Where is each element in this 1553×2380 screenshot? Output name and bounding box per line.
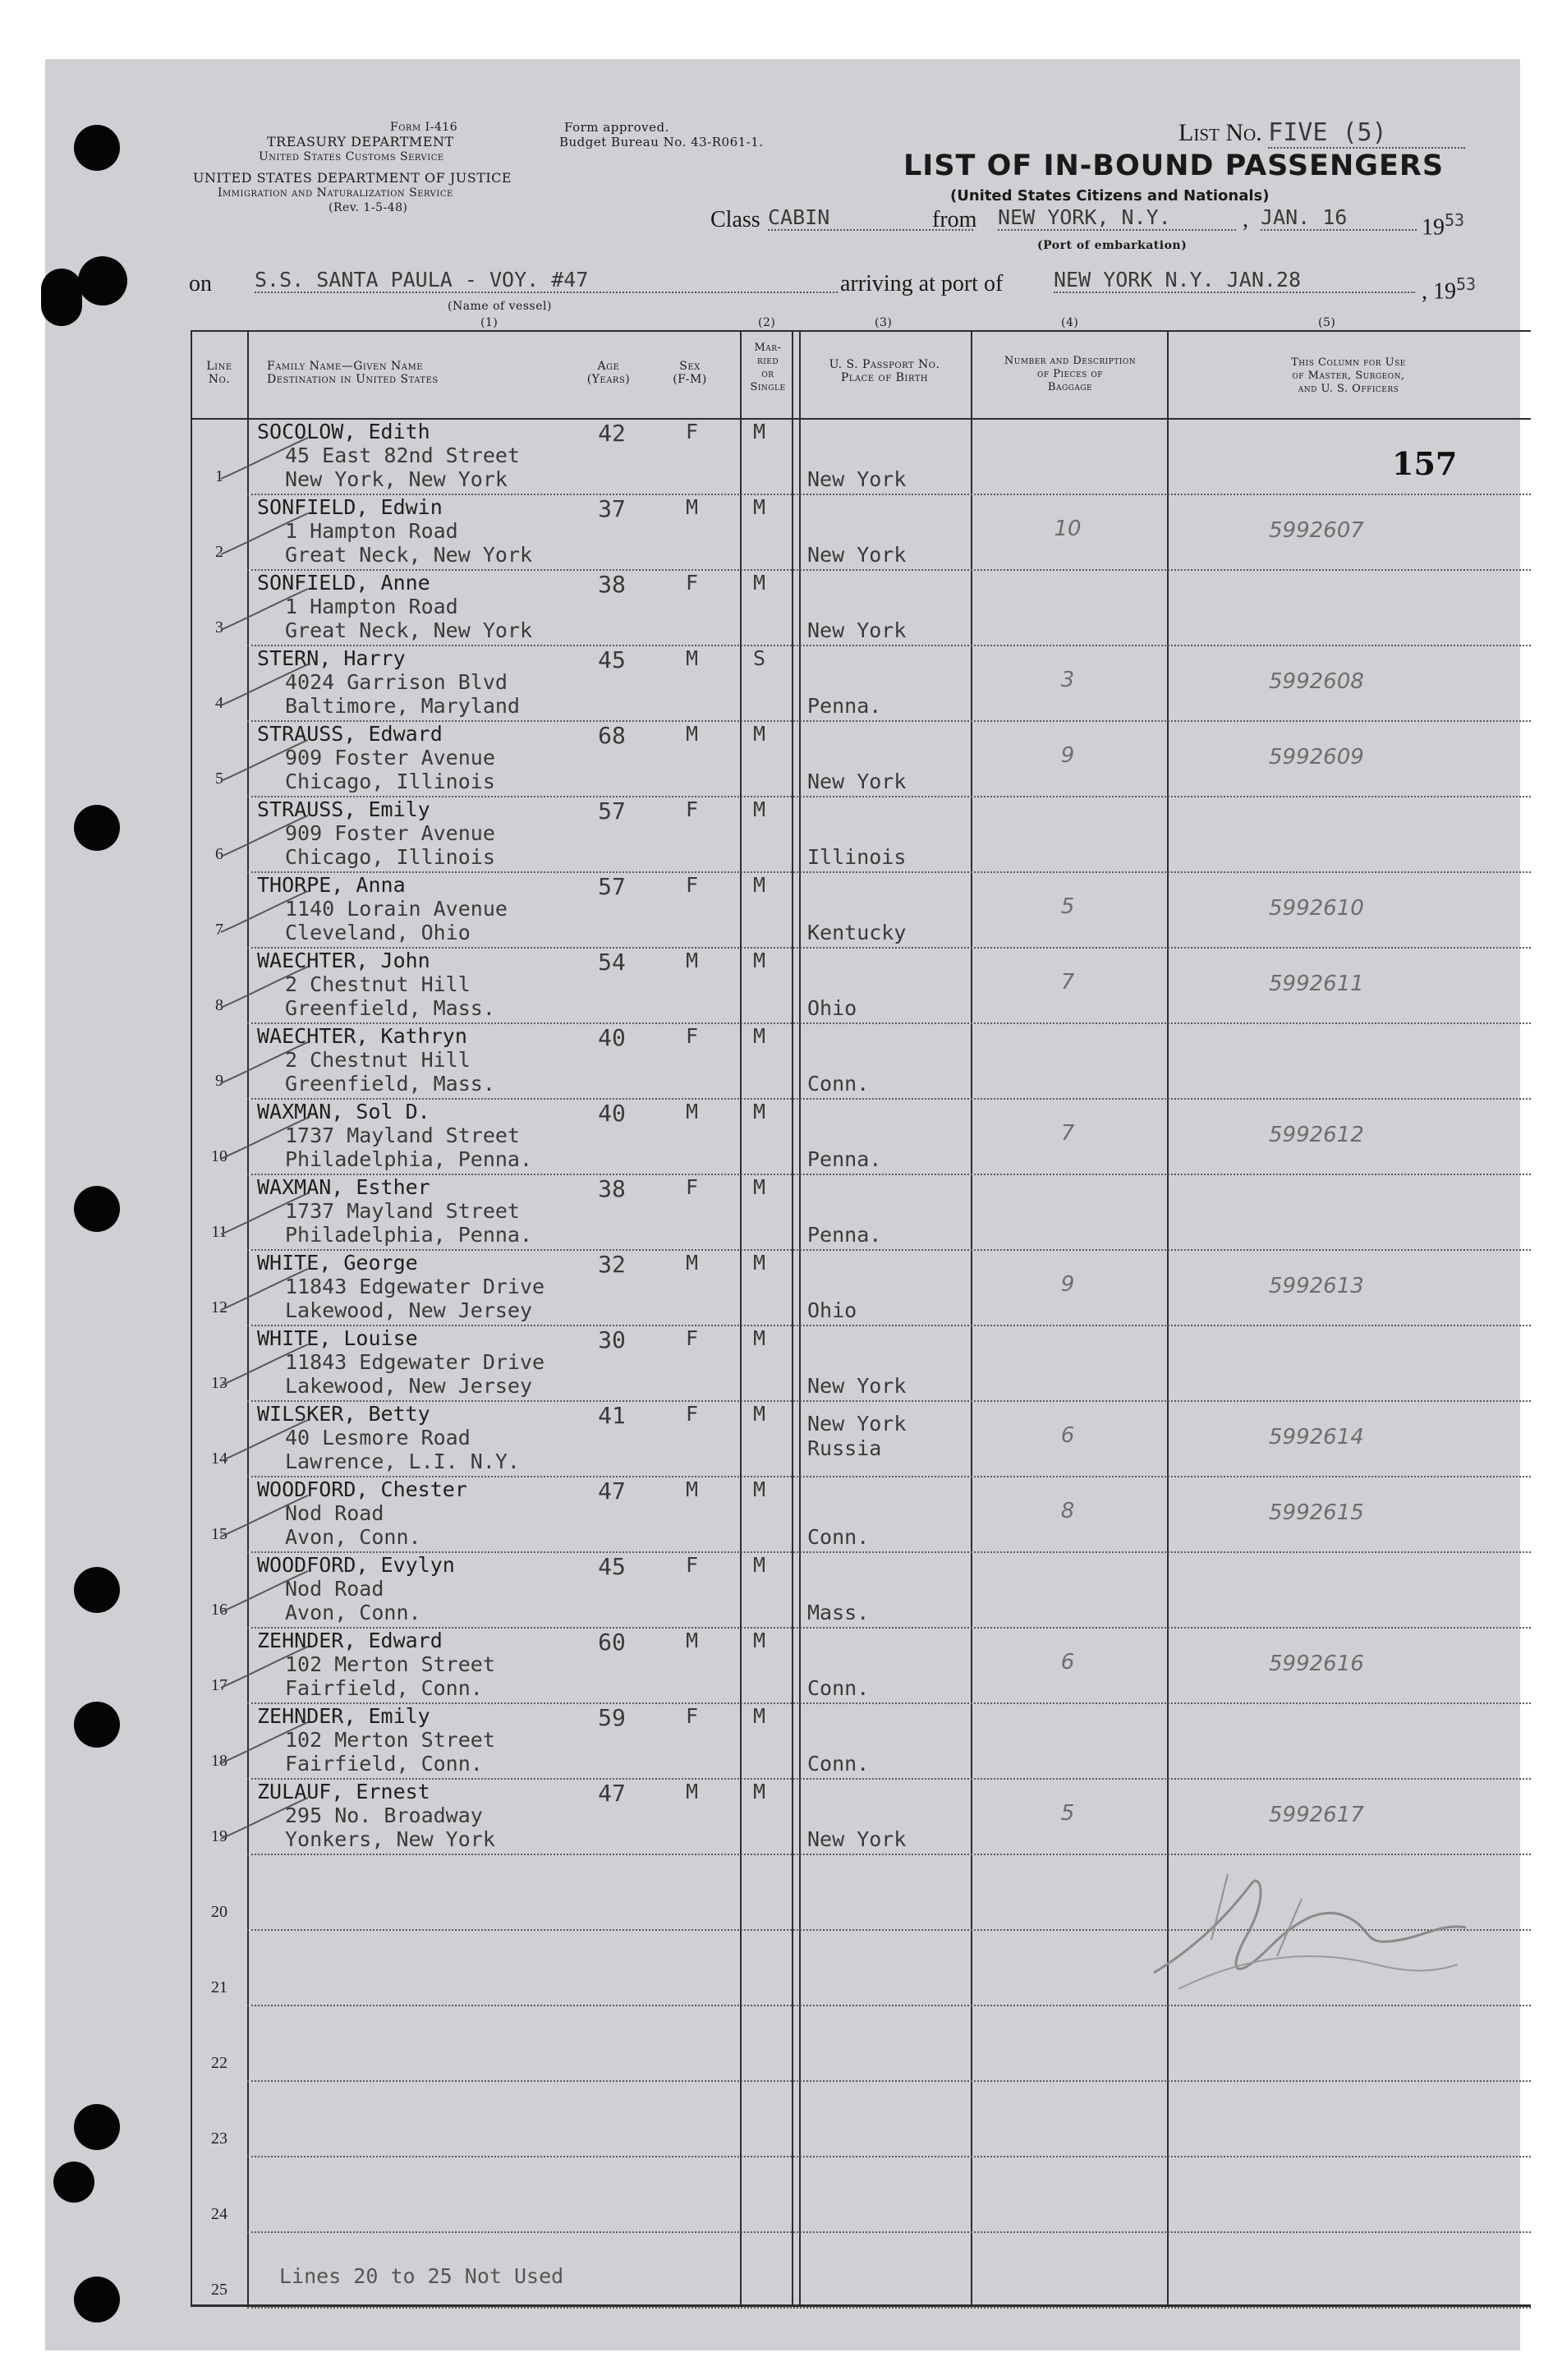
row-divider (247, 947, 1531, 949)
line-number: 15 (211, 1525, 227, 1543)
address-line-2: Lawrence, L.I. N.Y. (285, 1450, 520, 1473)
baggage-tag: 5992610 (1269, 896, 1364, 921)
passenger-name: SOCOLOW, Edith (257, 420, 430, 443)
passenger-name: WILSKER, Betty (257, 1402, 430, 1426)
hdr-officers: This Column for Use of Master, Surgeon, and U. S. Officers (1291, 356, 1406, 395)
line-number: 22 (211, 2054, 227, 2072)
punch-hole (41, 269, 82, 326)
marital-status: M (753, 420, 766, 443)
age: 42 (598, 420, 626, 447)
address-line-1: 102 Merton Street (285, 1728, 495, 1752)
marital-status: M (753, 1175, 766, 1199)
marital-status: M (753, 571, 766, 595)
hdr-age: Age (Years) (586, 360, 631, 386)
marital-status: M (753, 1704, 766, 1728)
marital-status: M (753, 722, 766, 746)
marital-status: M (753, 1477, 766, 1501)
place-of-birth: Conn. (807, 1525, 870, 1549)
line-number: 16 (211, 1601, 227, 1619)
age: 40 (598, 1100, 626, 1127)
on-label: on (189, 271, 212, 296)
baggage-tag: 5992609 (1269, 745, 1364, 770)
punch-hole (74, 125, 120, 171)
baggage-count: 5 (1060, 894, 1075, 919)
passenger-name: ZEHNDER, Edward (257, 1629, 443, 1652)
form-title: LIST OF IN-BOUND PASSENGERS (903, 149, 1445, 182)
sex: M (686, 1780, 699, 1803)
sex: M (686, 949, 699, 972)
sex: M (686, 1477, 699, 1501)
passenger-name: SONFIELD, Edwin (257, 495, 443, 519)
age: 45 (598, 646, 626, 673)
passenger-name: WOODFORD, Chester (257, 1477, 467, 1501)
address-line-1: 2 Chestnut Hill (285, 1048, 471, 1072)
row-divider (247, 2080, 1531, 2082)
address-line-2: Avon, Conn. (285, 1601, 421, 1624)
baggage-count: 10 (1054, 517, 1082, 541)
place-of-birth: Kentucky (807, 921, 907, 944)
address-line-1: 1 Hampton Road (285, 519, 458, 543)
address-line-2: Chicago, Illinois (285, 770, 495, 793)
punch-hole (53, 2162, 94, 2203)
age: 68 (598, 722, 626, 749)
address-line-2: Greenfield, Mass. (285, 1072, 495, 1096)
age: 38 (598, 571, 626, 598)
place-of-birth: Conn. (807, 1072, 870, 1096)
marital-status: M (753, 873, 766, 897)
address-line-2: Yonkers, New York (285, 1827, 495, 1851)
check-mark (218, 1642, 316, 1691)
line-number: 3 (215, 618, 223, 636)
sex: M (686, 722, 699, 746)
baggage-tag: 5992615 (1269, 1500, 1364, 1525)
budget-bureau: Budget Bureau No. 43-R061-1. (559, 135, 764, 149)
line-number: 24 (211, 2205, 227, 2223)
row-divider (247, 2307, 1531, 2309)
sex: F (686, 1402, 699, 1426)
line-number: 20 (211, 1903, 227, 1921)
baggage-tag: 5992617 (1269, 1803, 1364, 1827)
age: 60 (598, 1629, 626, 1656)
sex: F (686, 873, 699, 897)
age: 37 (598, 495, 626, 522)
address-line-1: 40 Lesmore Road (285, 1426, 471, 1450)
address-line-2: Cleveland, Ohio (285, 921, 471, 944)
row-divider (247, 645, 1531, 646)
hdr-baggage: Number and Description of Pieces of Baggage (1004, 355, 1137, 393)
passenger-name: WAECHTER, John (257, 949, 430, 972)
passenger-name: WHITE, Louise (257, 1326, 418, 1350)
check-mark (218, 1793, 316, 1842)
baggage-tag: 5992613 (1269, 1274, 1364, 1298)
sex: F (686, 1024, 699, 1048)
marital-status: M (753, 1100, 766, 1123)
row-divider (247, 1400, 1531, 1402)
class-value: CABIN (768, 205, 973, 231)
sex: M (686, 646, 699, 670)
age: 32 (598, 1251, 626, 1278)
place-of-birth: New York (807, 543, 907, 567)
vessel-caption: (Name of vessel) (448, 300, 552, 313)
baggage-count: 3 (1060, 668, 1075, 692)
place-of-birth: New York (807, 770, 907, 793)
age: 47 (598, 1477, 626, 1505)
check-mark (218, 1188, 316, 1238)
passenger-name: STERN, Harry (257, 646, 406, 670)
marital-status: M (753, 1780, 766, 1803)
passenger-name: THORPE, Anna (257, 873, 406, 897)
hdr-line-no: Line No. (206, 360, 232, 386)
revision: (Rev. 1-5-48) (329, 201, 408, 214)
baggage-count: 9 (1060, 1272, 1075, 1297)
page-number: 157 (1392, 445, 1458, 482)
address-line-2: Great Neck, New York (285, 543, 533, 567)
port-caption: (Port of embarkation) (1037, 239, 1188, 252)
check-mark (218, 659, 316, 709)
place-of-birth: Illinois (807, 845, 907, 869)
punch-hole (74, 1186, 120, 1232)
line-number: 19 (211, 1827, 227, 1845)
hdr-name: Family Name—Given Name Destination in United States (267, 360, 439, 386)
sex: M (686, 1100, 699, 1123)
row-divider (247, 1702, 1531, 1704)
row-divider (247, 1249, 1531, 1251)
from-year: $19^{53}$ (1422, 210, 1465, 241)
age: 54 (598, 949, 626, 976)
place-of-birth: Conn. (807, 1676, 870, 1700)
punch-hole (74, 1702, 120, 1748)
row-divider (247, 1098, 1531, 1100)
list-number: List No. FIVE (5) (1179, 118, 1465, 149)
sex: M (686, 495, 699, 519)
place-of-birth: New York (807, 467, 907, 491)
immigration-service: Immigration and Naturalization Service (218, 186, 453, 200)
line-number: 13 (211, 1374, 227, 1392)
line-number: 4 (215, 694, 223, 712)
sex: F (686, 1326, 699, 1350)
passenger-name: STRAUSS, Emily (257, 797, 430, 821)
place-of-birth: Penna. (807, 1147, 882, 1171)
age: 45 (598, 1553, 626, 1580)
baggage-count: 6 (1060, 1423, 1075, 1448)
line-number: 14 (211, 1450, 227, 1468)
age: 41 (598, 1402, 626, 1429)
sex: F (686, 571, 699, 595)
form-approved: Form approved. (564, 120, 669, 135)
place-of-birth: Penna. (807, 694, 882, 718)
officer-signature (1129, 1849, 1491, 2022)
address-line-1: 11843 Edgewater Drive (285, 1275, 545, 1298)
class-label: Class (710, 207, 760, 232)
address-line-2: Baltimore, Maryland (285, 694, 520, 718)
row-divider (247, 2231, 1531, 2233)
check-mark (218, 1037, 316, 1087)
place-of-birth: Mass. (807, 1601, 870, 1624)
address-line-1: 4024 Garrison Blvd (285, 670, 508, 694)
passenger-name: WAECHTER, Kathryn (257, 1024, 467, 1048)
row-divider (247, 569, 1531, 571)
marital-status: M (753, 797, 766, 821)
check-mark (218, 508, 316, 558)
punch-hole (74, 2104, 120, 2150)
check-mark (218, 1491, 316, 1540)
line-number: 11 (211, 1223, 227, 1241)
address-line-2: Lakewood, New Jersey (285, 1374, 533, 1398)
sex: F (686, 1553, 699, 1577)
place-of-birth: Penna. (807, 1223, 882, 1247)
line-number: 6 (215, 845, 223, 863)
age: 30 (598, 1326, 626, 1353)
col-rule-e (799, 330, 801, 2304)
line-number: 17 (211, 1676, 227, 1694)
sex: F (686, 1704, 699, 1728)
justice-dept: UNITED STATES DEPARTMENT OF JUSTICE (193, 170, 512, 186)
address-line-1: Nod Road (285, 1501, 384, 1525)
check-mark (218, 962, 316, 1011)
passenger-name: WAXMAN, Sol D. (257, 1100, 430, 1123)
row-divider (247, 796, 1531, 797)
baggage-count: 5 (1060, 1801, 1075, 1826)
col-rule-f (971, 330, 972, 2304)
address-line-2: Chicago, Illinois (285, 845, 495, 869)
place-of-birth: New York (807, 1374, 907, 1398)
address-line-1: 1140 Lorain Avenue (285, 897, 508, 921)
arrival-port: NEW YORK N.Y. JAN.28 (1054, 268, 1415, 293)
check-mark (218, 1717, 316, 1767)
address-line-1: 909 Foster Avenue (285, 746, 495, 770)
age: 38 (598, 1175, 626, 1202)
check-mark (218, 735, 316, 784)
row-divider (247, 2156, 1531, 2157)
age: 59 (598, 1704, 626, 1731)
passenger-name: STRAUSS, Edward (257, 722, 443, 746)
baggage-tag: 5992611 (1269, 972, 1364, 996)
address-line-1: 2 Chestnut Hill (285, 972, 471, 996)
age: 40 (598, 1024, 626, 1051)
col-num-4: (4) (1061, 316, 1079, 329)
vessel-name: S.S. SANTA PAULA - VOY. #47 (255, 268, 838, 293)
col-rule-c (740, 330, 742, 2304)
manifest-sheet (45, 59, 1520, 2350)
row-divider (247, 1778, 1531, 1780)
baggage-count: 8 (1060, 1499, 1075, 1523)
baggage-tag: 5992614 (1269, 1425, 1364, 1450)
passenger-name: WAXMAN, Esther (257, 1175, 430, 1199)
place-of-birth: Ohio (807, 996, 857, 1020)
address-line-1: 295 No. Broadway (285, 1803, 483, 1827)
punch-hole (74, 2277, 120, 2323)
from-date: JAN. 16 (1261, 205, 1417, 231)
marital-status: M (753, 949, 766, 972)
line-number: 25 (211, 2281, 227, 2299)
line-number: 8 (215, 996, 223, 1014)
check-mark (218, 1264, 316, 1313)
baggage-count: 7 (1060, 970, 1075, 995)
baggage-count: 6 (1060, 1650, 1075, 1675)
row-divider (247, 1325, 1531, 1326)
check-mark (218, 1415, 316, 1464)
line-number: 21 (211, 1978, 227, 1996)
address-line-1: 45 East 82nd Street (285, 443, 520, 467)
check-mark (218, 433, 316, 482)
check-mark (218, 584, 316, 633)
row-divider (247, 1174, 1531, 1175)
check-mark (218, 811, 316, 860)
col-rule-d (792, 330, 793, 2304)
baggage-count: 7 (1060, 1121, 1075, 1146)
hdr-sex: Sex (F-M) (673, 360, 707, 386)
address-line-2: Philadelphia, Penna. (285, 1223, 533, 1247)
customs-service: United States Customs Service (259, 150, 444, 163)
baggage-tag: 5992607 (1269, 518, 1364, 543)
from-port: NEW YORK, N.Y. (998, 205, 1236, 231)
address-line-2: Lakewood, New Jersey (285, 1298, 533, 1322)
check-mark (218, 1339, 316, 1389)
passenger-name: SONFIELD, Anne (257, 571, 430, 595)
marital-status: S (753, 646, 766, 670)
address-line-1: 102 Merton Street (285, 1652, 495, 1676)
address-line-1: Nod Road (285, 1577, 384, 1601)
sex: F (686, 797, 699, 821)
sex: F (686, 420, 699, 443)
punch-hole (78, 256, 127, 306)
place-of-birth-2: Russia (807, 1436, 882, 1460)
check-mark (218, 1566, 316, 1615)
arriving-label: arriving at port of (840, 271, 1004, 296)
col-num-5: (5) (1318, 316, 1336, 329)
line-number: 5 (215, 770, 223, 788)
baggage-tag: 5992608 (1269, 669, 1364, 694)
address-line-1: 1 Hampton Road (285, 595, 458, 618)
address-line-2: Avon, Conn. (285, 1525, 421, 1549)
passenger-name: WHITE, George (257, 1251, 418, 1275)
passenger-name: ZEHNDER, Emily (257, 1704, 430, 1728)
sex: M (686, 1629, 699, 1652)
baggage-tag: 5992616 (1269, 1652, 1364, 1676)
table-top-rule (191, 330, 1531, 332)
form-subtitle: (United States Citizens and Nationals) (950, 187, 1270, 204)
from-label: from (932, 207, 977, 232)
col-num-3: (3) (875, 316, 893, 329)
line-number: 7 (215, 921, 223, 939)
age: 57 (598, 797, 626, 825)
passenger-name: WOODFORD, Evylyn (257, 1553, 455, 1577)
arrival-year: , $19^{53}$ (1422, 274, 1477, 305)
col-num-1: (1) (480, 316, 499, 329)
line-number: 23 (211, 2130, 227, 2148)
address-line-2: Fairfield, Conn. (285, 1676, 483, 1700)
line-number: 18 (211, 1752, 227, 1770)
sex: M (686, 1251, 699, 1275)
line-number: 2 (215, 543, 223, 561)
address-line-1: 1737 Mayland Street (285, 1123, 520, 1147)
treasury-dept: TREASURY DEPARTMENT (267, 134, 454, 149)
hdr-married: Mar- ried or Single (750, 342, 786, 393)
address-line-1: 1737 Mayland Street (285, 1199, 520, 1223)
marital-status: M (753, 1629, 766, 1652)
address-line-2: Fairfield, Conn. (285, 1752, 483, 1776)
address-line-2: New York, New York (285, 467, 508, 491)
form-number: Form I-416 (390, 121, 458, 134)
place-of-birth: New York (807, 618, 907, 642)
comma-1: , (1243, 207, 1248, 232)
col-rule-a (191, 330, 192, 2304)
age: 57 (598, 873, 626, 900)
passenger-name: ZULAUF, Ernest (257, 1780, 430, 1803)
address-line-2: Great Neck, New York (285, 618, 533, 642)
address-line-2: Philadelphia, Penna. (285, 1147, 533, 1171)
punch-hole (74, 805, 120, 851)
hdr-passport: U. S. Passport No. Place of Birth (829, 358, 940, 384)
place-of-birth: New York (807, 1827, 907, 1851)
row-divider (247, 871, 1531, 873)
line-number: 9 (215, 1072, 223, 1090)
address-line-2: Greenfield, Mass. (285, 996, 495, 1020)
unused-lines-note: Lines 20 to 25 Not Used (279, 2264, 564, 2288)
line-number: 10 (211, 1147, 227, 1165)
marital-status: M (753, 1553, 766, 1577)
marital-status: M (753, 1251, 766, 1275)
baggage-count: 9 (1060, 743, 1075, 768)
line-number: 1 (215, 467, 223, 485)
check-mark (218, 1113, 316, 1162)
place-of-birth: Conn. (807, 1752, 870, 1776)
check-mark (218, 886, 316, 935)
marital-status: M (753, 1024, 766, 1048)
place-of-birth: Ohio (807, 1298, 857, 1322)
place-of-birth: New York (807, 1412, 907, 1436)
line-number: 12 (211, 1298, 227, 1316)
sex: F (686, 1175, 699, 1199)
marital-status: M (753, 495, 766, 519)
address-line-1: 909 Foster Avenue (285, 821, 495, 845)
col-num-2: (2) (758, 316, 776, 329)
baggage-tag: 5992612 (1269, 1123, 1364, 1147)
marital-status: M (753, 1326, 766, 1350)
marital-status: M (753, 1402, 766, 1426)
age: 47 (598, 1780, 626, 1807)
address-line-1: 11843 Edgewater Drive (285, 1350, 545, 1374)
punch-hole (74, 1567, 120, 1613)
